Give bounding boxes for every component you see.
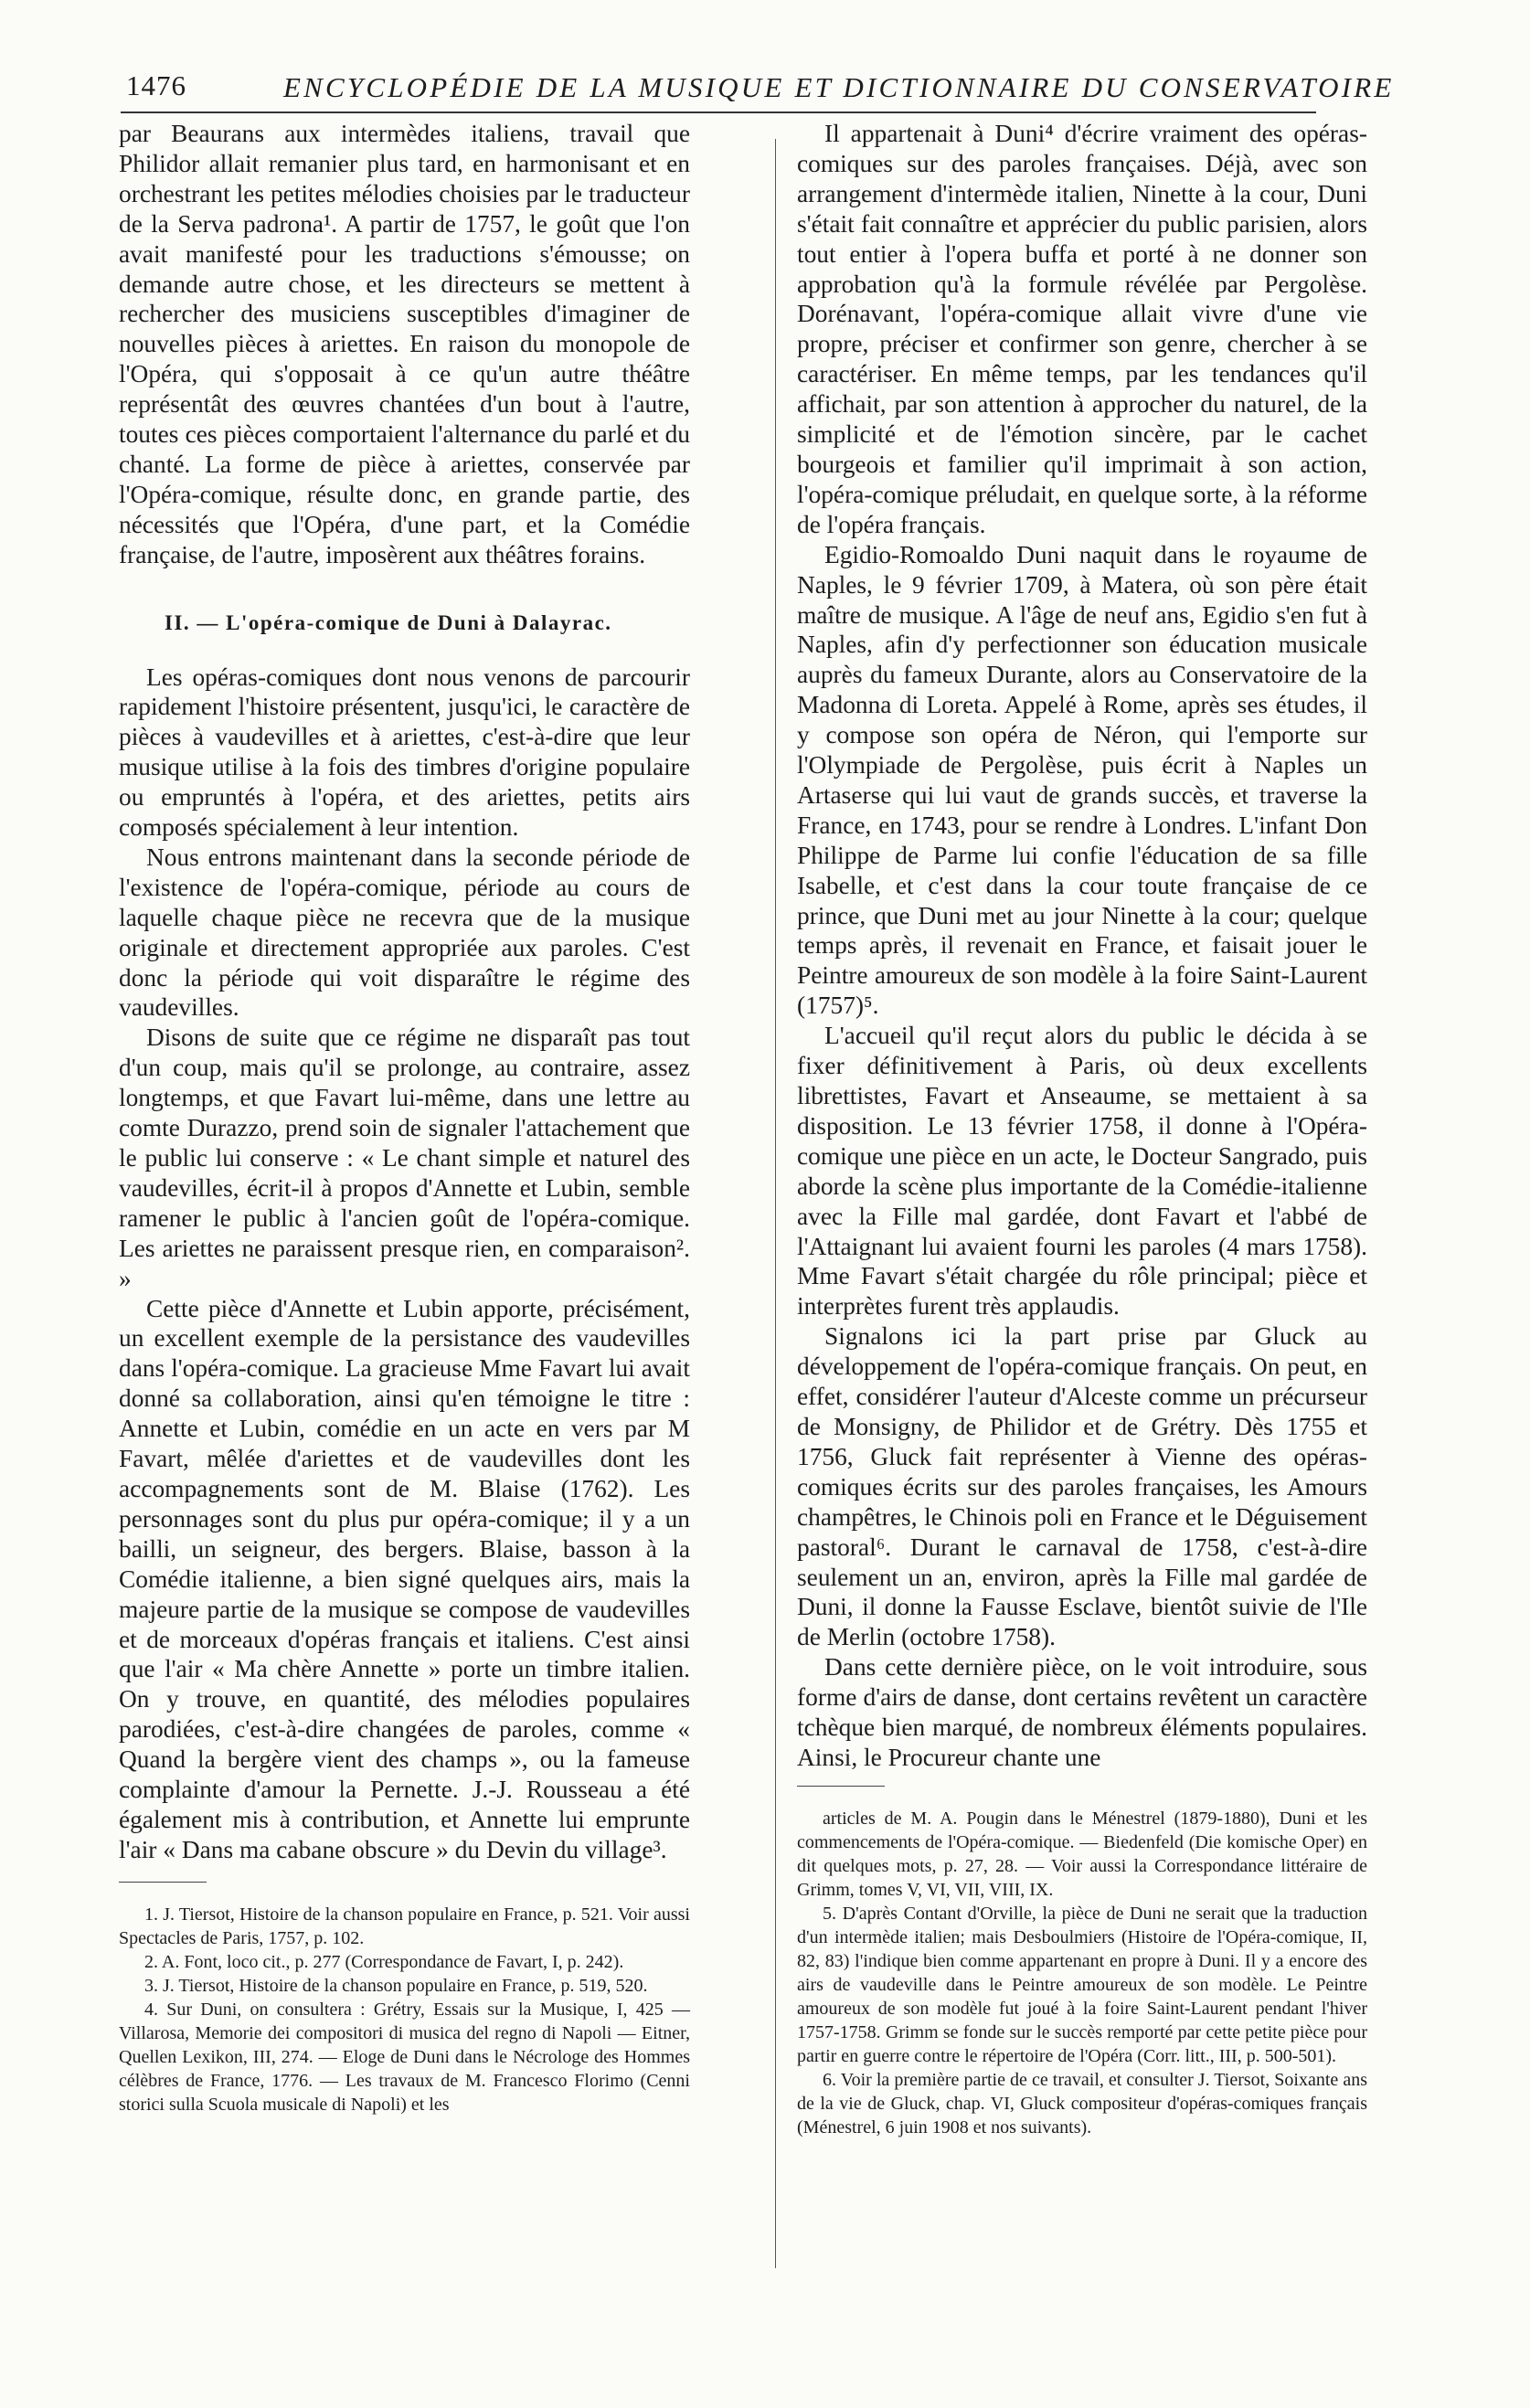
body-paragraph: L'accueil qu'il reçut alors du public le décida à se fixer définitivement à Paris, où deux excellents librettistes, Favart et Anseaume, se mettaient à sa disposition. Le 13 février 1758, il donne à l'Opéra-comique une pièce en un acte, le Docteur Sangrado, puis aborde la scène plus importante de la Comédie-italienne avec la Fille mal gardée, dont Favart et l'abbé de l'Attaignant lui avaient fourni les paroles (4 mars 1758). Mme Favart s'était chargée du rôle principal; pièce et interprètes furent très applaudis. bbox=[797, 1022, 1367, 1321]
footnotes-left bbox=[119, 1903, 690, 2116]
right-column bbox=[797, 119, 1367, 2139]
footnote: articles de M. A. Pougin dans le Ménestrel (1879-1880), Duni et les commencements de l'Opéra-comique. — Biedenfeld (Die komische Oper) en dit quelques mots, p. 27, 28. — Voir aussi la Correspondance littéraire de Grimm, tomes V, VI, VII, VIII, IX. bbox=[797, 1808, 1367, 1900]
body-paragraph: Dans cette dernière pièce, on le voit introduire, sous forme d'airs de danse, dont certains revêtent un caractère tchèque bien marqué, de nombreux éléments populaires. Ainsi, le Procureur chante une bbox=[797, 1653, 1367, 1771]
section-heading: II. — L'opéra-comique de Duni à Dalayrac. bbox=[165, 610, 612, 634]
body-paragraph: Egidio-Romoaldo Duni naquit dans le royaume de Naples, le 9 février 1709, à Matera, où son père était maître de musique. A l'âge de neuf ans, Egidio s'en fut à Naples, afin d'y perfectionner son éducation musicale auprès du fameux Durante, alors au Conservatoire de la Madonna di Loreta. Appelé à Rome, après ses études, il y compose son opéra de Néron, qui l'emporte sur l'Olympiade de Pergolèse, puis écrit à Naples un Artaserse qui lui vaut de grands succès, et traverse la France, en 1743, pour se rendre à Londres. L'infant Don Philippe de Parme lui confie l'éducation de sa fille Isabelle, et c'est dans la cour toute française de ce prince, que Duni met au jour Ninette à la cour; quelque temps après, il revenait en France, et faisait jouer le Peintre amoureux de son modèle à la foire Saint-Laurent (1757)⁵. bbox=[797, 540, 1367, 1020]
body-paragraph: Cette pièce d'Annette et Lubin apporte, précisément, un excellent exemple de la persistance des vaudevilles dans l'opéra-comique. La gracieuse Mme Favart lui avait donné sa collaboration, ainsi qu'en témoigne le titre : Annette et Lubin, comédie en un acte en vers par M Favart, mêlée d'ariettes et de vaudevilles dont les accompagnements sont de M. Blaise (1762). Les personnages sont du plus pur opéra-comique; il y a un bailli, un seigneur, des bergers. Blaise, basson à la Comédie italienne, a bien signé quelques airs, mais la majeure partie de la musique se compose de vaudevilles et de morceaux d'opéras français et italiens. C'est ainsi que l'air « Ma chère Annette » porte un timbre italien. On y trouve, en quantité, des mélodies populaires parodiées, c'est-à-dire changées de paroles, comme « Quand la bergère vient des champs », ou la fameuse complainte d'amour la Pernette. J.-J. Rousseau a été également mis à contribution, et Annette lui emprunte l'air « Dans ma cabane obscure » du Devin du village³. bbox=[119, 1294, 690, 1863]
page-header bbox=[126, 69, 1395, 106]
footnote: 6. Voir la première partie de ce travail, et consulter J. Tiersot, Soixante ans de la vie de Gluck, chap. VI, Gluck compositeur d'opéras-comiques français (Ménestrel, 6 juin 1908 et nos suivants). bbox=[797, 2069, 1367, 2137]
left-column bbox=[119, 119, 690, 2116]
footnote: 5. D'après Contant d'Orville, la pièce de Duni ne serait que la traduction d'un intermède italien; mais Desboulmiers (Histoire de l'Opéra-comique, II, 82, 83) l'indique bien comme appartenant en propre à Duni. Il y a encore des airs de vaudeville dans le Peintre amoureux de son modèle. Le Peintre amoureux de son modèle fut joué à la foire Saint-Laurent pendant l'hiver 1757-1758. Grimm se fonde sur le succès remporté par cette petite pièce pour partir en guerre contre le répertoire de l'Opéra (Corr. litt., III, p. 500-501). bbox=[797, 1903, 1367, 2066]
footnote: 2. A. Font, loco cit., p. 277 (Correspondance de Favart, I, p. 242). bbox=[144, 1951, 624, 1972]
body-paragraph: Disons de suite que ce régime ne disparaît pas tout d'un coup, mais qu'il se prolonge, au contraire, assez longtemps, et que Favart lui-même, dans une lettre au comte Durazzo, prend soin de signaler l'attachement que le public lui conserve : « Le chant simple et naturel des vaudevilles, écrit-il à propos d'Annette et Lubin, semble ramener le public à l'ancien goût de l'opéra-comique. Les ariettes ne paraissent presque rien, en comparaison². » bbox=[119, 1024, 690, 1292]
footnote: 3. J. Tiersot, Histoire de la chanson populaire en France, p. 519, 520. bbox=[144, 1975, 648, 1996]
footnote: 4. Sur Duni, on consultera : Grétry, Essais sur la Musique, I, 425 — Villarosa, Memorie dei compositori di musica del regno di Napoli — Eitner, Quellen Lexikon, III, 274. — Eloge de Duni dans le Nécrologe des Hommes célèbres de France, 1776. — Les travaux de M. Francesco Florimo (Cenni storici sulla Scuola musicale di Napoli) et les bbox=[119, 1999, 690, 2115]
intro-paragraph: par Beaurans aux intermèdes italiens, travail que Philidor allait remanier plus tard, en harmonisant et en orchestrant les petites mélodies choisies par le traducteur de la Serva padrona¹. A partir de 1757, le goût que l'on avait manifesté pour les traductions s'émousse; on demande autre chose, et les directeurs se mettent à rechercher des musiciens susceptibles d'imaginer de nouvelles pièces à ariettes. En raison du monopole de l'Opéra, qui s'opposait à ce qu'un autre théâtre représentât des œuvres chantées d'un bout à l'autre, toutes ces pièces comportaient l'alternance du parlé et du chanté. La forme de pièce à ariettes, conservée par l'Opéra-comique, résulte donc, en grande partie, des nécessités que l'Opéra, d'une part, et la Comédie française, de l'autre, imposèrent aux théâtres forains. bbox=[119, 120, 690, 568]
footnotes-right bbox=[797, 1807, 1367, 2139]
footnote-rule bbox=[119, 1882, 207, 1883]
footnote: 1. J. Tiersot, Histoire de la chanson populaire en France, p. 521. Voir aussi Spectacles de Paris, 1757, p. 102. bbox=[119, 1904, 690, 1948]
page-number: 1476 bbox=[126, 69, 186, 101]
body-paragraph: Les opéras-comiques dont nous venons de parcourir rapidement l'histoire présentent, jusqu'ici, le caractère de pièces à vaudevilles et à ariettes, c'est-à-dire que leur musique utilise à la fois des timbres d'origine populaire ou empruntés à l'opéra, et des ariettes, petits airs composés spécialement à leur intention. bbox=[119, 663, 690, 842]
running-title: ENCYCLOPÉDIE DE LA MUSIQUE ET DICTIONNAIRE DU CONSERVATOIRE bbox=[283, 71, 1395, 103]
body-paragraph: Signalons ici la part prise par Gluck au développement de l'opéra-comique français. On peut, en effet, considérer l'auteur d'Alceste comme un précurseur de Monsigny, de Philidor et de Grétry. Dès 1755 et 1756, Gluck fait représenter à Vienne des opéras-comiques écrits sur des paroles françaises, les Amours champêtres, le Chinois poli en France et le Déguisement pastoral⁶. Durant le carnaval de 1758, c'est-à-dire seulement un an, environ, après la Fille mal gardée de Duni, il donne la Fausse Esclave, bientôt suivie de l'Ile de Merlin (octobre 1758). bbox=[797, 1322, 1367, 1651]
body-paragraph: Nous entrons maintenant dans la seconde période de l'existence de l'opéra-comique, période au cours de laquelle chaque pièce ne recevra que de la musique originale et directement appropriée aux paroles. C'est donc la période qui voit disparaître le régime des vaudevilles. bbox=[119, 843, 690, 1022]
footnote-rule bbox=[797, 1786, 885, 1787]
header-rule bbox=[121, 111, 1316, 113]
body-paragraph: Il appartenait à Duni⁴ d'écrire vraiment des opéras-comiques sur des paroles françaises. Déjà, avec son arrangement d'intermède italien, Ninette à la cour, Duni s'était fait connaître et apprécier du public parisien, alors tout entier à l'opera buffa et porté à ne donner son approbation qu'à la formule révélée par Pergolèse. Dorénavant, l'opéra-comique allait vivre d'une vie propre, préciser et confirmer son genre, chercher à se caractériser. En même temps, par les tendances qu'il affichait, par son attention à approcher du naturel, de la simplicité et de l'émotion sincère, par le cachet bourgeois et familier qu'il imprimait à son action, l'opéra-comique préludait, en quelque sorte, à la réforme de l'opéra français. bbox=[797, 120, 1367, 538]
column-divider bbox=[775, 139, 776, 2268]
